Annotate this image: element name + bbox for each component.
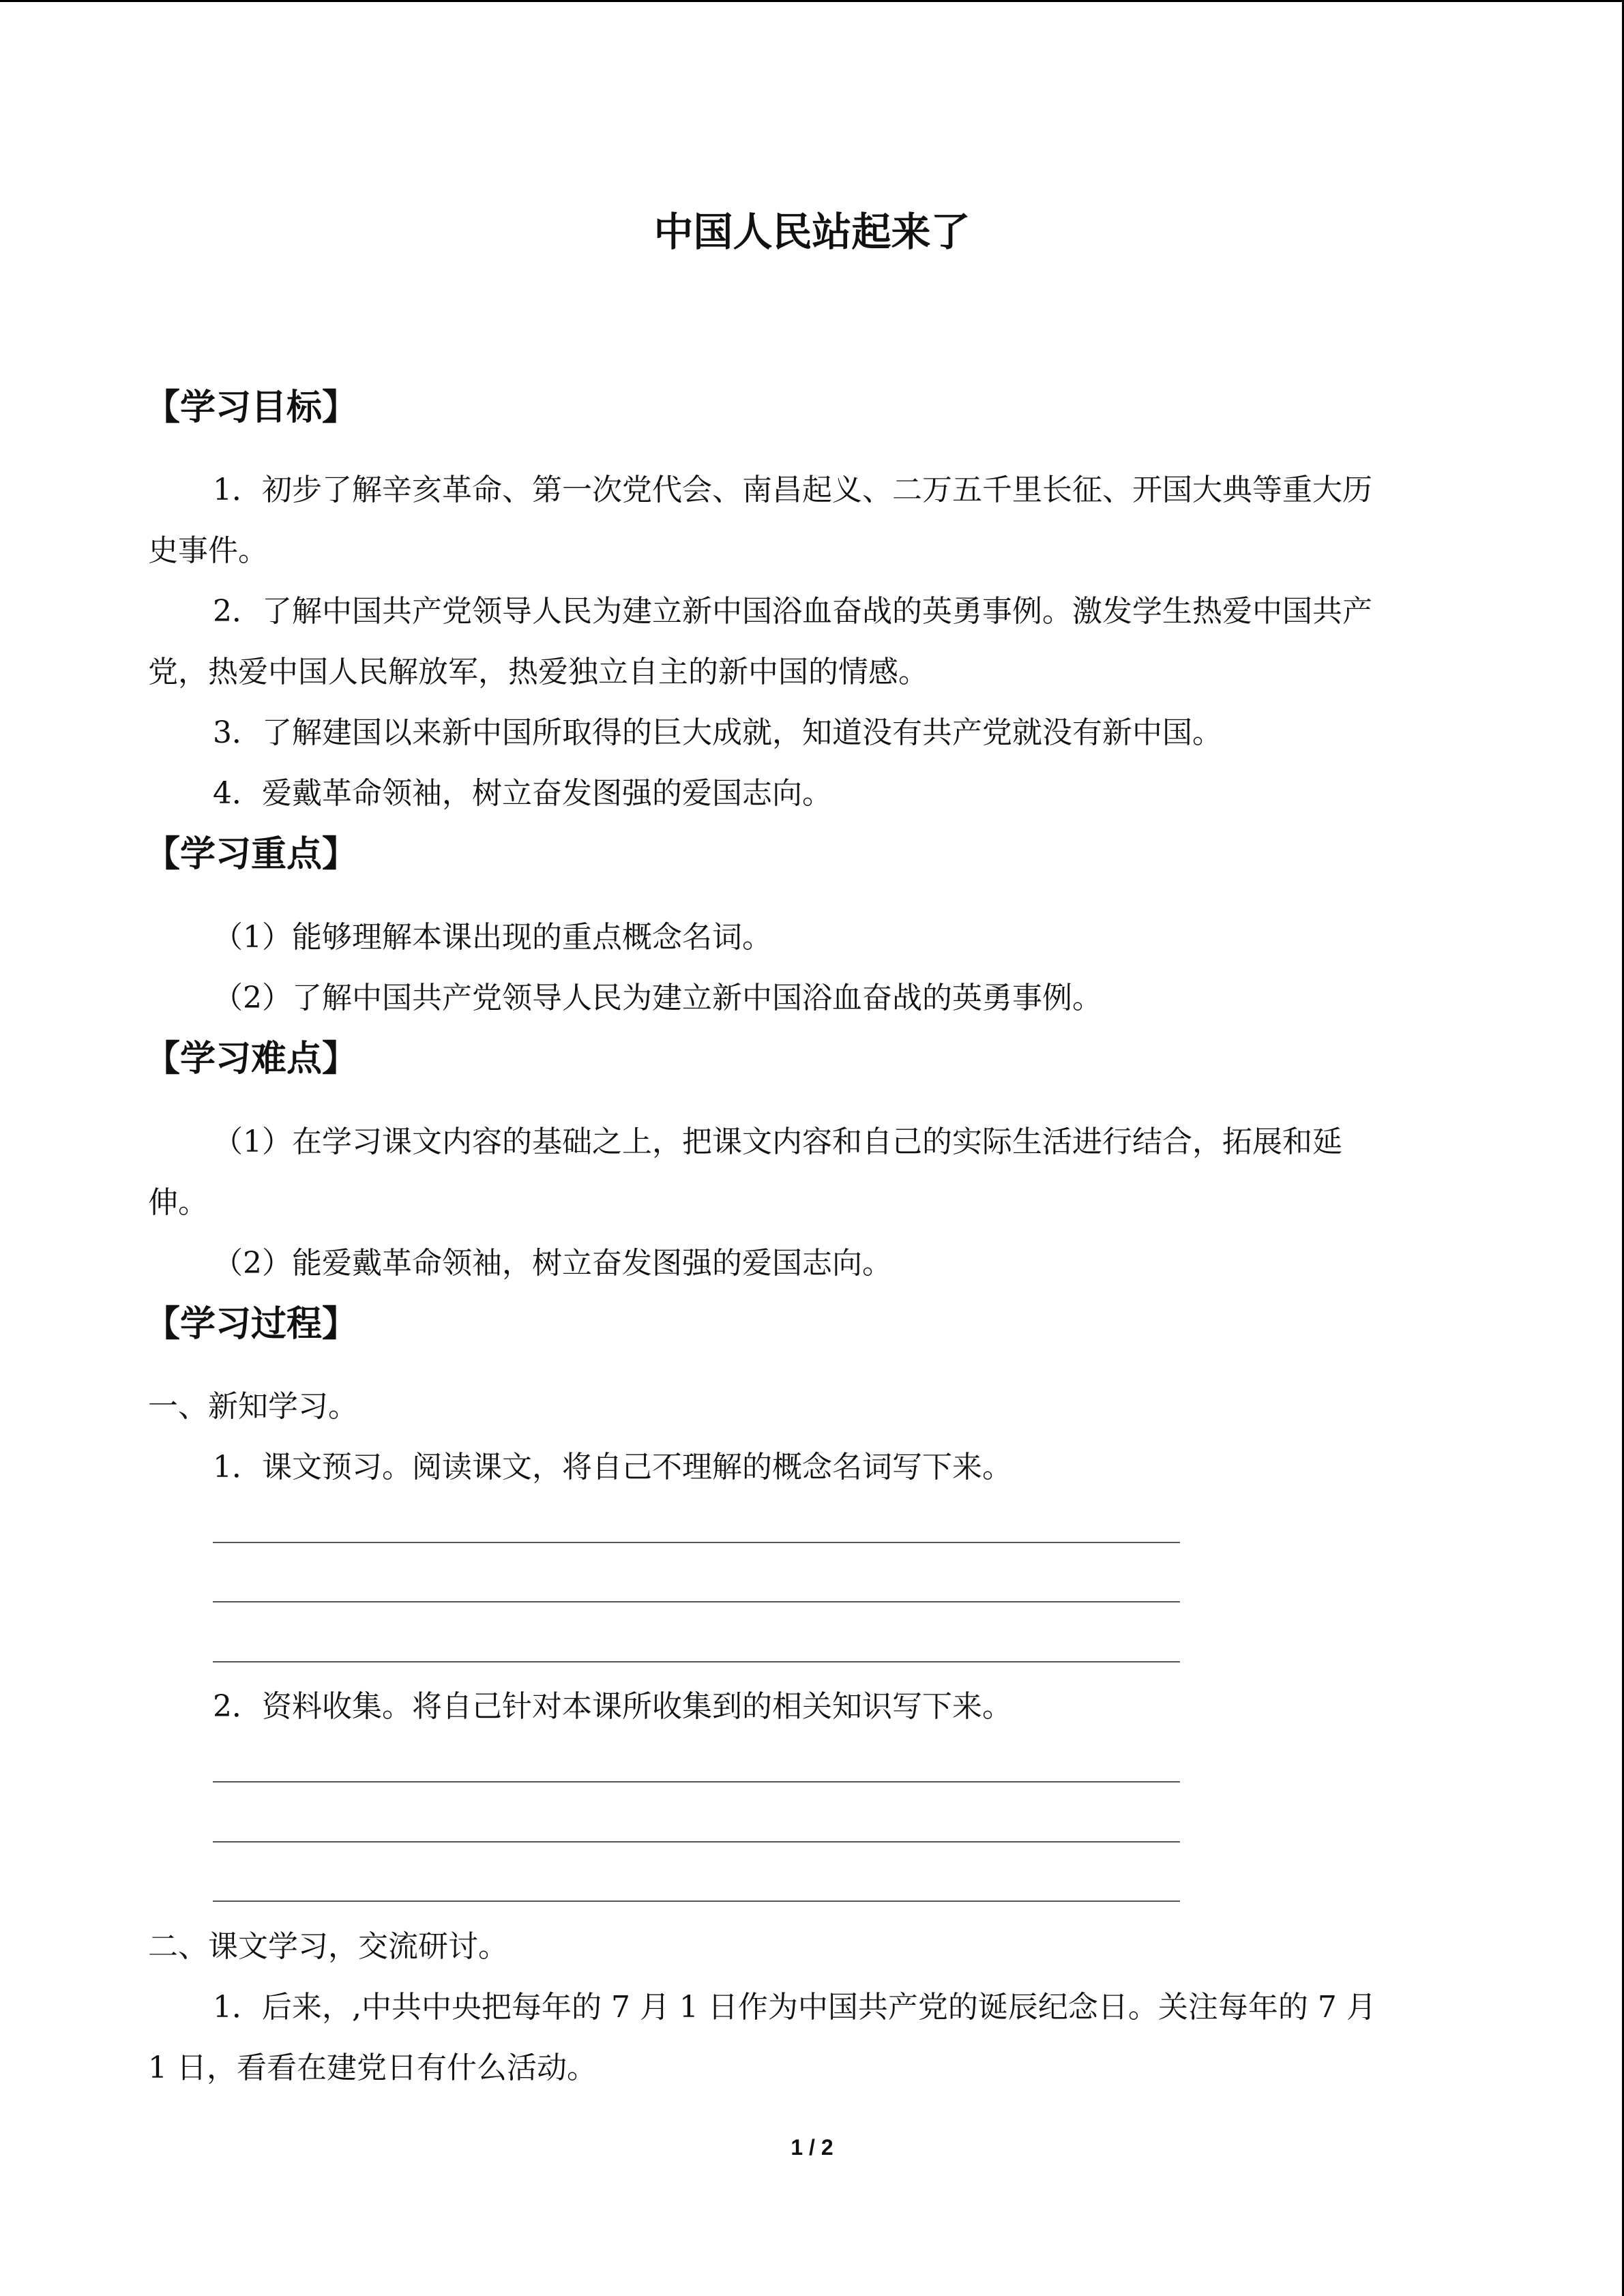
key-point-2	[148, 968, 1478, 1028]
difficulty-1-line2: 伸。	[148, 1185, 208, 1220]
goal-item-2	[148, 581, 1478, 642]
difficulty-2	[148, 1233, 1478, 1294]
answer-line-5[interactable]	[213, 1841, 1180, 1843]
section-heading-process: 【学习过程】	[145, 1304, 358, 1345]
goal-item-1-cont	[148, 520, 1478, 581]
document-title: 中国人民站起来了	[653, 209, 971, 255]
answer-line-3[interactable]	[213, 1661, 1180, 1663]
goal-item-4-line1: 4．爱戴革命领袖，树立奋发图强的爱国志向。	[213, 776, 832, 811]
goal-item-3	[148, 702, 1478, 763]
goal-item-1-line1: 1．初步了解辛亥革命、第一次党代会、南昌起义、二万五千里长征、开国大典等重大历	[213, 473, 1372, 507]
page-top-border	[0, 0, 1624, 2]
key-point-1	[148, 907, 1478, 968]
difficulty-2-line1: （2）能爱戴革命领袖，树立奋发图强的爱国志向。	[213, 1246, 892, 1281]
answer-line-2[interactable]	[213, 1601, 1180, 1602]
process-part1-title	[148, 1376, 1478, 1437]
process-part2-title-text: 二、课文学习，交流研讨。	[148, 1929, 508, 1964]
process-task-1-text: 1．课文预习。阅读课文，将自己不理解的概念名词写下来。	[213, 1450, 1012, 1485]
process-task-1	[148, 1437, 1478, 1497]
goal-item-4	[148, 763, 1478, 824]
goal-item-2-line2: 党，热爱中国人民解放军，热爱独立自主的新中国的情感。	[148, 655, 928, 689]
goal-item-1-line2: 史事件。	[148, 533, 268, 568]
section-heading-key-points: 【学习重点】	[145, 834, 358, 875]
answer-line-1[interactable]	[213, 1542, 1180, 1543]
difficulty-1-line1: （1）在学习课文内容的基础之上，把课文内容和自己的实际生活进行结合，拓展和延	[213, 1124, 1342, 1159]
difficulty-1	[148, 1112, 1478, 1172]
process-part1-title-text: 一、新知学习。	[148, 1389, 358, 1424]
key-point-2-text: （2）了解中国共产党领导人民为建立新中国浴血奋战的英勇事例。	[213, 981, 1102, 1015]
answer-line-4[interactable]	[213, 1781, 1180, 1783]
process-part2-title	[148, 1916, 1478, 1977]
process-task-2	[148, 1676, 1478, 1737]
key-point-1-text: （1）能够理解本课出现的重点概念名词。	[213, 920, 772, 955]
difficulty-1-cont	[148, 1172, 1478, 1233]
process-task-3	[148, 1977, 1478, 2038]
page-number: 1 / 2	[791, 2135, 833, 2160]
process-task-3-line2: 1 日，看看在建党日有什么活动。	[148, 2051, 597, 2085]
goal-item-1	[148, 460, 1478, 520]
goal-item-2-cont	[148, 642, 1478, 702]
goal-item-3-line1: 3．了解建国以来新中国所取得的巨大成就，知道没有共产党就没有新中国。	[213, 715, 1222, 750]
process-task-2-text: 2．资料收集。将自己针对本课所收集到的相关知识写下来。	[213, 1689, 1012, 1724]
process-task-3-line1: 1．后来，,中共中央把每年的 7 月 1 日作为中国共产党的诞辰纪念日。关注每年的 7 月	[213, 1990, 1376, 2025]
section-heading-difficulties: 【学习难点】	[145, 1039, 358, 1079]
goal-item-2-line1: 2．了解中国共产党领导人民为建立新中国浴血奋战的英勇事例。激发学生热爱中国共产	[213, 594, 1372, 629]
process-task-3-cont	[148, 2038, 1478, 2098]
answer-line-6[interactable]	[213, 1900, 1180, 1902]
section-heading-goals: 【学习目标】	[145, 387, 358, 428]
